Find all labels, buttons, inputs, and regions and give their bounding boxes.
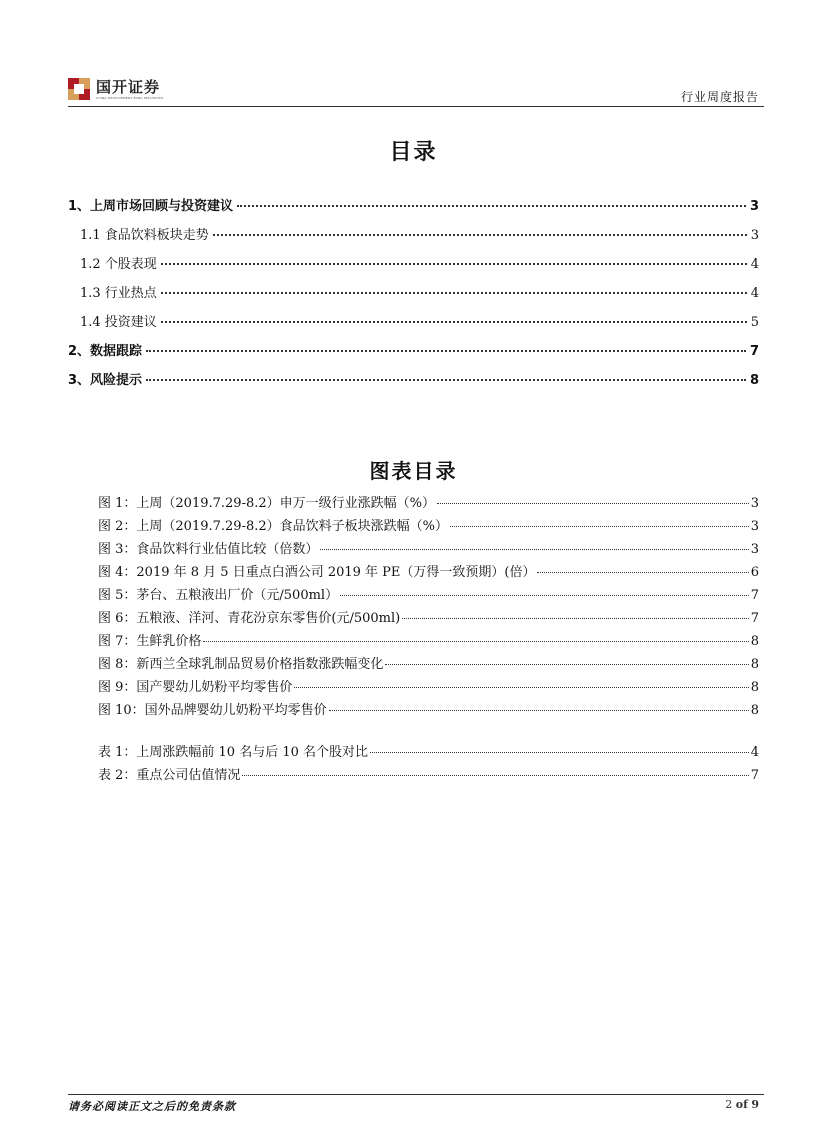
- dot-leader: [402, 618, 748, 619]
- figure-entry[interactable]: [98, 584, 759, 607]
- toc-entry-label: 1.4 投资建议: [80, 315, 157, 330]
- figure-entry-label: 图 2：上周（2019.7.29-8.2）食品饮料子板块涨跌幅（%）: [98, 519, 448, 534]
- figure-entry-page: 8: [750, 657, 759, 672]
- figure-entry-page: 3: [750, 496, 759, 511]
- dot-leader: [242, 775, 748, 776]
- toc-entry-label: 1.2 个股表现: [80, 257, 157, 272]
- dot-leader: [161, 321, 747, 323]
- dot-leader: [537, 572, 748, 573]
- table-entry-page: 7: [750, 768, 759, 783]
- toc-entry-label: 1.1 食品饮料板块走势: [80, 228, 209, 243]
- dot-leader: [161, 263, 747, 265]
- figure-entry-label: 图 6：五粮液、洋河、青花汾京东零售价(元/500ml): [98, 611, 401, 626]
- figure-entry[interactable]: [98, 492, 759, 515]
- dot-leader: [146, 350, 746, 352]
- disclaimer-note: 请务必阅读正文之后的免责条款: [68, 1100, 236, 1113]
- figure-entry[interactable]: [98, 699, 759, 722]
- table-entry-label: 表 2：重点公司估值情况: [98, 768, 241, 783]
- page-total: 9: [751, 1098, 759, 1111]
- dot-leader: [385, 664, 748, 665]
- figure-entry-label: 图 3：食品饮料行业估值比较（倍数）: [98, 542, 319, 557]
- toc-entry-label: 3、风险提示: [68, 373, 143, 388]
- dot-leader: [203, 641, 748, 642]
- dot-leader: [320, 549, 748, 550]
- dot-leader: [370, 752, 749, 753]
- toc-entry-page: 3: [749, 199, 759, 214]
- figure-entry[interactable]: [98, 538, 759, 561]
- dot-leader: [146, 379, 746, 381]
- logo-subtitle: CHINA DEVELOPMENT BANK SECURITIES: [96, 95, 164, 100]
- figure-entry-label: 图 1：上周（2019.7.29-8.2）申万一级行业涨跌幅（%）: [98, 496, 435, 511]
- figure-entry-label: 图 8：新西兰全球乳制品贸易价格指数涨跌幅变化: [98, 657, 384, 672]
- figure-entry-label: 图 5：茅台、五粮液出厂价（元/500ml）: [98, 588, 339, 603]
- header-divider: [68, 106, 764, 107]
- page-current: 2: [725, 1098, 733, 1111]
- figure-entry-page: 3: [750, 519, 759, 534]
- toc-entry[interactable]: [68, 195, 759, 224]
- logo-name: 国开证券: [96, 77, 161, 96]
- toc-entry[interactable]: [68, 282, 759, 311]
- table-of-contents: [68, 195, 759, 398]
- toc-entry-page: 4: [750, 257, 759, 272]
- dot-leader: [450, 526, 749, 527]
- figure-entry[interactable]: [98, 515, 759, 538]
- figure-entry-label: 图 10：国外品牌婴幼儿奶粉平均零售价: [98, 703, 327, 718]
- page-of: of: [735, 1098, 748, 1111]
- table-entry[interactable]: [98, 741, 759, 764]
- dot-leader: [294, 687, 748, 688]
- figure-entry[interactable]: [98, 676, 759, 699]
- table-entry-page: 4: [750, 745, 759, 760]
- figure-entry[interactable]: [98, 607, 759, 630]
- dot-leader: [213, 234, 747, 236]
- figure-entry[interactable]: [98, 630, 759, 653]
- toc-entry-page: 8: [749, 373, 759, 388]
- figure-entry-page: 7: [750, 588, 759, 603]
- figure-entry-page: 8: [750, 634, 759, 649]
- report-type: 行业周度报告: [680, 90, 759, 104]
- logo-mark-icon: [68, 78, 90, 100]
- page-number: [725, 1098, 759, 1111]
- figure-entry-page: 6: [750, 565, 759, 580]
- toc-entry[interactable]: [68, 369, 759, 398]
- table-list: [98, 741, 759, 787]
- dot-leader: [437, 503, 749, 504]
- toc-entry[interactable]: [68, 224, 759, 253]
- figure-entry[interactable]: [98, 653, 759, 676]
- toc-title: 目录: [389, 140, 438, 165]
- figure-entry-label: 图 4：2019 年 8 月 5 日重点白酒公司 2019 年 PE（万得一致预期）(倍）: [98, 565, 536, 580]
- toc-entry-page: 3: [750, 228, 759, 243]
- toc-entry[interactable]: [68, 253, 759, 282]
- table-entry[interactable]: [98, 764, 759, 787]
- table-entry-label: 表 1：上周涨跌幅前 10 名与后 10 名个股对比: [98, 745, 369, 760]
- figure-entry-label: 图 9：国产婴幼儿奶粉平均零售价: [98, 680, 293, 695]
- toc-entry-page: 7: [749, 344, 759, 359]
- figure-entry-page: 7: [750, 611, 759, 626]
- figure-entry-page: 8: [750, 703, 759, 718]
- toc-entry-label: 1、上周市场回顾与投资建议: [68, 199, 234, 214]
- dot-leader: [329, 710, 749, 711]
- toc-entry-label: 2、数据跟踪: [68, 344, 143, 359]
- dot-leader: [161, 292, 747, 294]
- toc-entry[interactable]: [68, 340, 759, 369]
- toc-entry-page: 4: [750, 286, 759, 301]
- figure-list-title: 图表目录: [369, 459, 458, 483]
- company-logo: [68, 76, 163, 102]
- dot-leader: [340, 595, 749, 596]
- footer-divider: [68, 1094, 764, 1095]
- figure-entry[interactable]: [98, 561, 759, 584]
- figure-entry-page: 8: [750, 680, 759, 695]
- dot-leader: [237, 205, 746, 207]
- figure-entry-label: 图 7：生鲜乳价格: [98, 634, 202, 649]
- toc-entry[interactable]: [68, 311, 759, 340]
- figure-entry-page: 3: [750, 542, 759, 557]
- figure-list: [98, 492, 759, 722]
- toc-entry-page: 5: [750, 315, 759, 330]
- toc-entry-label: 1.3 行业热点: [80, 286, 157, 301]
